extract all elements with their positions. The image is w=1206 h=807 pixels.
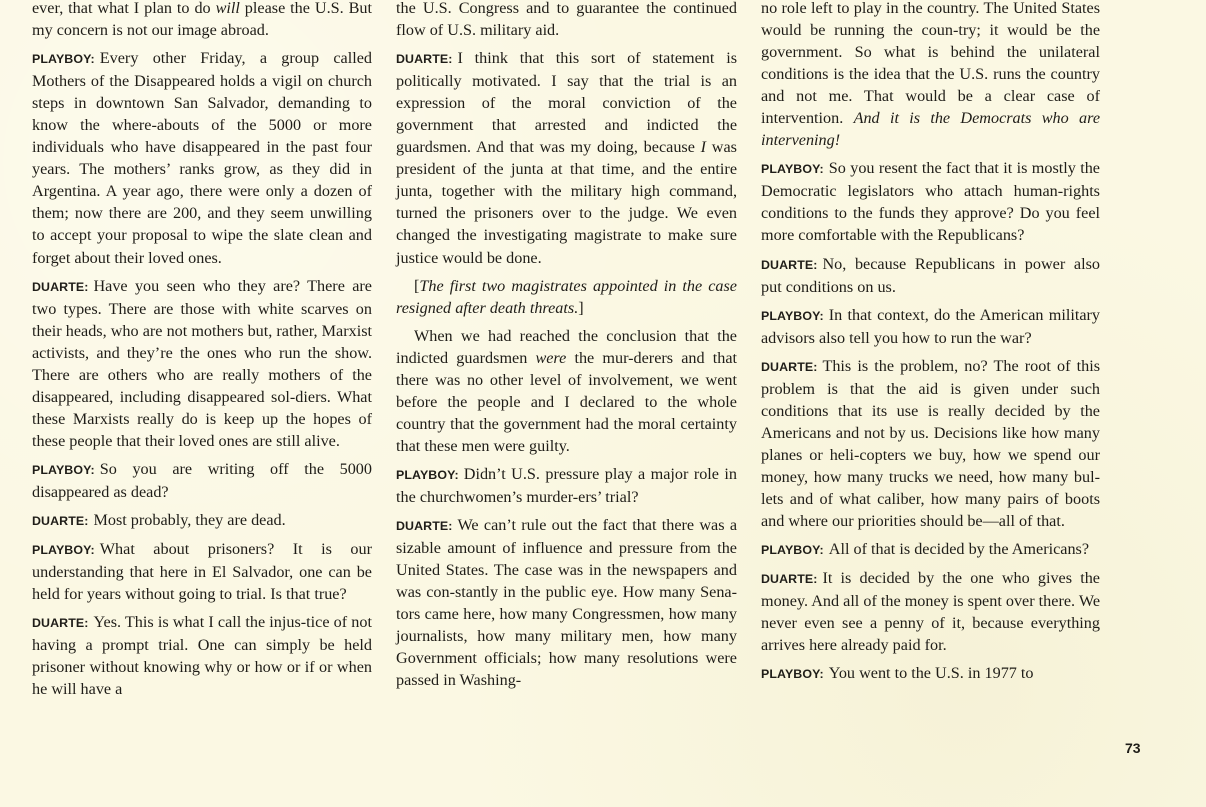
interview-paragraph [396, 47, 737, 268]
italic-text: The first two magistrates appointed in the case resigned after death threats. [396, 276, 737, 317]
body-text: [ [414, 276, 420, 295]
italic-text: And it is the Democrats who are intervening! [761, 109, 1101, 150]
continuation-paragraph [396, 0, 737, 41]
speaker-label: DUARTE: [396, 519, 453, 534]
italic-text: I [700, 138, 707, 157]
body-text: All of that is decided by the Americans? [828, 540, 1090, 559]
body-text: We can’t rule out the fact that there was a sizable amount of influence and pressure from the United States. The case was in the newspapers and was con-stantly in the public eye. How many Sena-tors came here, how many Congressmen, how many journalists, how many military men, how many Government officials; how many resolutions were passed in Washing- [396, 516, 737, 690]
continuation-paragraph [761, 0, 1100, 151]
interview-paragraph [32, 47, 372, 268]
body-text: Every other Friday, a group called Mothers of the Disappeared holds a vigil on church steps in downtown San Salvador, demanding to know the where-abouts of the 5000 or more individuals who have disappeared in the past four years. The mothers’ ranks grow, as they did in Argentina. A year ago, there were only a dozen of them; now there are 200, and they seem unwilling to accept your proposal to wipe the slate clean and forget about their loved ones. [32, 49, 372, 267]
speaker-label: DUARTE: [761, 359, 818, 374]
speaker-label: DUARTE: [761, 257, 818, 272]
text-column-2 [396, 0, 737, 697]
interview-paragraph [32, 275, 372, 452]
body-text: Most probably, they are dead. [93, 511, 286, 530]
continuation-paragraph [396, 275, 737, 319]
interview-paragraph [761, 567, 1100, 656]
interview-paragraph [32, 509, 372, 532]
body-text: ] [578, 298, 584, 317]
text-column-1 [32, 0, 372, 706]
body-text: no role left to play in the country. The United States would be running the coun-try; it would be the government. So what is behind the unilateral conditions is the idea that the U.S. runs the country and not me. That would be a clear case of intervention. [761, 0, 1100, 128]
continuation-paragraph [396, 325, 737, 457]
italic-text: will [215, 0, 240, 17]
body-text: When we had reached the conclusion that the indicted guardsmen [396, 326, 737, 367]
continuation-paragraph [32, 0, 372, 41]
body-text: I think that this sort of statement is politically motivated. I say that the trial is an expression of the moral conviction of the government that arrested and indicted the guardsmen. And that was my doing, because [396, 49, 737, 157]
speaker-label: PLAYBOY: [32, 543, 95, 558]
speaker-label: PLAYBOY: [761, 543, 824, 558]
speaker-label: DUARTE: [761, 572, 818, 587]
page-number: 73 [1125, 740, 1141, 756]
body-text: No, because Republicans in power also put conditions on us. [761, 254, 1100, 296]
italic-text: were [535, 348, 567, 367]
body-text: Didn’t U.S. pressure play a major role in the churchwomen’s murder-ers’ trial? [396, 464, 737, 506]
interview-paragraph [761, 304, 1100, 349]
body-text: You went to the U.S. in 1977 to [828, 664, 1034, 683]
body-text: So you resent the fact that it is mostly the Democratic legislators who attach human-rights conditions to the funds they approve? Do you feel more comfortable with the Republicans? [761, 159, 1100, 245]
body-text: ever, that what I plan to do [32, 0, 216, 17]
speaker-label: PLAYBOY: [761, 308, 824, 323]
text-column-3 [761, 0, 1100, 691]
speaker-label: PLAYBOY: [396, 467, 459, 482]
body-text: In that context, do the American military advisors also tell you how to run the war? [761, 305, 1100, 347]
interview-paragraph [761, 157, 1100, 246]
speaker-label: DUARTE: [396, 52, 453, 67]
interview-paragraph [761, 253, 1100, 298]
speaker-label: PLAYBOY: [761, 162, 824, 177]
body-text: please the U.S. But my concern is not our image abroad. [32, 0, 373, 40]
speaker-label: DUARTE: [32, 616, 89, 631]
body-text: Have you seen who they are? There are two types. There are those with white scarves on their heads, who are not mothers but, rather, Marxist activists, and they’re the ones who run the show. There are others who are really mothers of the disappeared, including disappeared sol-diers. What these Marxists really do is keep up the hopes of these people that their loved ones are still alive. [32, 276, 372, 450]
interview-paragraph [32, 458, 372, 503]
interview-paragraph [32, 538, 372, 605]
body-text: It is decided by the one who gives the money. And all of the money is spent over there. We never even see a penny of it, because everything arrives here already paid for. [761, 569, 1101, 655]
body-text: the U.S. Congress and to guarantee the continued flow of U.S. military aid. [396, 0, 737, 40]
interview-paragraph [32, 611, 372, 700]
interview-paragraph [761, 662, 1100, 685]
speaker-label: DUARTE: [32, 514, 89, 529]
interview-paragraph [396, 463, 737, 508]
speaker-label: PLAYBOY: [32, 52, 95, 67]
speaker-label: PLAYBOY: [32, 462, 95, 477]
interview-paragraph [396, 514, 737, 691]
interview-paragraph [761, 538, 1100, 561]
body-text: Yes. This is what I call the injus-tice of not having a prompt trial. One can simply be held prisoner without knowing why or how or if or when he will have a [32, 613, 372, 699]
body-text: was president of the junta at that time, and the entire junta, together with the military high command, turned the prisoners over to the judge. We even changed the investigating magistrate to make sure justice would be done. [396, 138, 737, 267]
body-text: What about prisoners? It is our understanding that here in El Salvador, one can be held for years without going to trial. Is that true? [32, 540, 372, 604]
speaker-label: DUARTE: [32, 279, 89, 294]
body-text: This is the problem, no? The root of this problem is that the aid is given under such conditions that its use is really decided by the Americans and not by us. Decisions like how many planes or heli-copters we buy, how we spend our money, how many trucks we need, how many bul-lets and of what caliber, how many pairs of boots and where our priorities should be—all of that. [761, 356, 1100, 531]
speaker-label: PLAYBOY: [761, 667, 824, 682]
body-text: the mur-derers and that there was no other level of involvement, we went before the people and I declared to the whole country that the government had the moral certainty that these men were guilty. [396, 348, 737, 455]
interview-paragraph [761, 355, 1100, 532]
body-text: So you are writing off the 5000 disappeared as dead? [32, 459, 372, 501]
